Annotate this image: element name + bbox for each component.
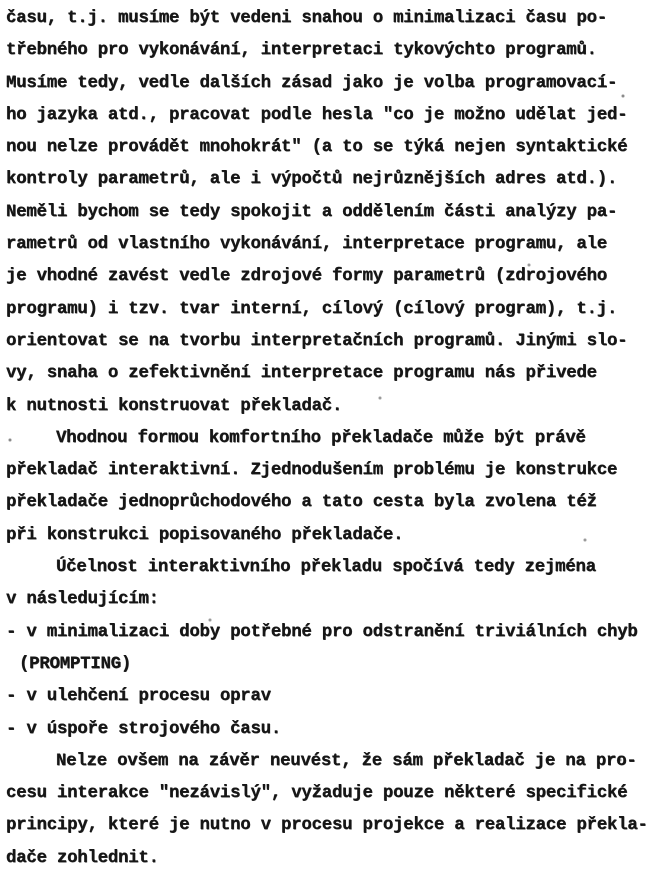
text-line: překladač interaktivní. Zjednodušením problému je konstrukce xyxy=(6,461,618,481)
text-line: orientovat se na tvorbu interpretačních programů. Jinými slo- xyxy=(6,331,628,351)
text-line: kontroly parametrů, ale i výpočtů nejrůznějších adres atd.). xyxy=(6,170,618,190)
text-line: Účelnost interaktivního překladu spočívá tedy zejména xyxy=(56,558,596,578)
text-line: vy, snaha o zefektivnění interpretace programu nás přivede xyxy=(6,364,597,384)
text-line: třebného pro vykonávání, interpretaci tykovýchto programů. xyxy=(6,41,597,61)
text-line: Musíme tedy, vedle dalších zásad jako je volba programovací- xyxy=(6,73,618,93)
text-line: - v ulehčení procesu oprav xyxy=(6,687,271,707)
document-text xyxy=(6,3,663,875)
text-line: překladače jednoprůchodového a tato cesta byla zvolena též xyxy=(6,493,597,513)
text-line: při konstrukci popisovaného překladače. xyxy=(6,525,404,545)
text-line: rametrů od vlastního vykonávání, interpretace programu, ale xyxy=(6,235,607,255)
text-line: (PROMPTING) xyxy=(19,654,132,674)
text-line: Nelze ovšem na závěr neuvést, že sám překladač je na pro- xyxy=(56,751,637,771)
text-line: k nutnosti konstruovat překladač. xyxy=(6,396,343,416)
text-line: v následujícím: xyxy=(6,590,159,610)
text-line: je vhodné zavést vedle zdrojové formy parametrů (zdrojového xyxy=(6,267,607,287)
text-line: Vhodnou formou komfortního překladače může být právě xyxy=(56,428,586,448)
text-line: principy, které je nutno v procesu projekce a realizace překla- xyxy=(6,816,648,836)
text-line: programu) i tzv. tvar interní, cílový (cílový program), t.j. xyxy=(6,299,618,319)
text-line: - v úspoře strojového času. xyxy=(6,719,282,739)
text-line: času, t.j. musíme být vedeni snahou o minimalizaci času po- xyxy=(6,9,607,28)
text-line: cesu interakce "nezávislý", vyžaduje pouze některé specifické xyxy=(6,784,628,804)
text-line: Neměli bychom se tedy spokojit a oddělením části analýzy pa- xyxy=(6,202,618,222)
text-line: - v minimalizaci doby potřebné pro odstranění triviálních chyb xyxy=(6,622,638,642)
text-line: dače zohlednit. xyxy=(6,848,159,868)
text-line: ho jazyka atd., pracovat podle hesla "co je možno udělat jed- xyxy=(6,105,628,125)
text-line: nou nelze provádět mnohokrát" (a to se týká nejen syntaktické xyxy=(6,138,628,158)
